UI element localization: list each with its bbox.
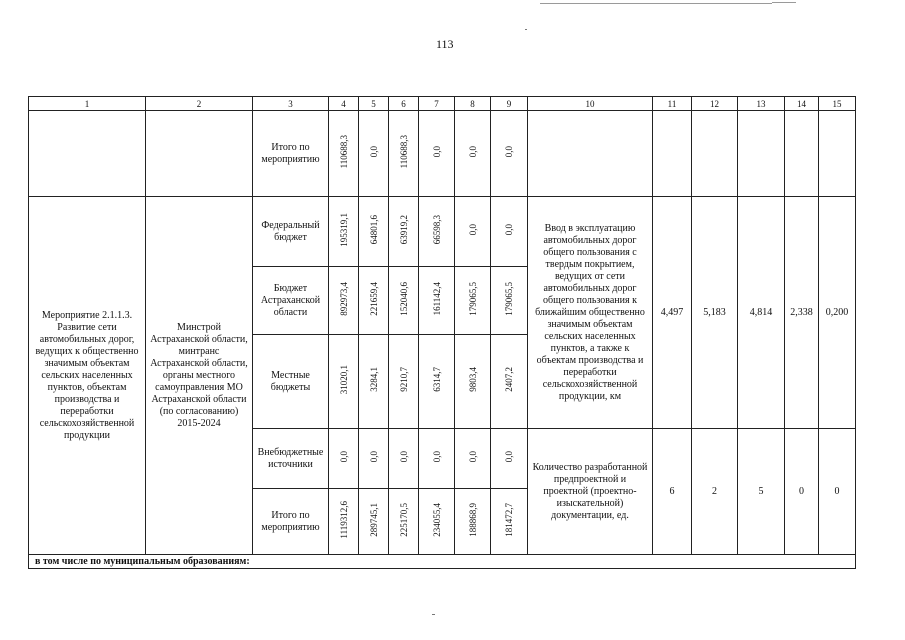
- source-label: Итого по мероприятию: [253, 111, 329, 197]
- source-label: Федеральный бюджет: [253, 197, 329, 267]
- value-cell: 1119312,6: [338, 500, 349, 539]
- measure-executor: Минстрой Астраханской области, минтранс Астраханской области, органы местного самоуправления МО Астраханской области (по согласованию) 2015-2024: [146, 197, 253, 555]
- value-cell: 234055,4: [431, 502, 442, 537]
- indicator-value: 0: [819, 429, 856, 555]
- value-cell: 0,0: [467, 450, 478, 463]
- source-label: Бюджет Астраханской области: [253, 267, 329, 335]
- scan-speck: [432, 614, 435, 615]
- indicator-text: Количество разработанной предпроектной и проектной (проектно-изыскательной) документации, ед.: [528, 429, 653, 555]
- source-label: Итого по мероприятию: [253, 489, 329, 555]
- value-cell: 0,0: [504, 223, 514, 236]
- table-row: [29, 197, 856, 267]
- value-cell: 0,0: [368, 450, 379, 463]
- top-rule-short: [772, 2, 796, 3]
- value-cell: 0,0: [431, 450, 442, 463]
- value-cell: 179065,5: [504, 281, 514, 316]
- page-number: 113: [436, 37, 454, 51]
- value-cell: 0,0: [431, 145, 442, 158]
- indicator-value: 4,497: [653, 197, 692, 429]
- value-cell: 0,0: [338, 450, 349, 463]
- col-header: 1: [29, 97, 146, 111]
- value-cell: 0,0: [368, 145, 379, 158]
- value-cell: 110688,3: [398, 134, 409, 169]
- indicator-value: 5: [738, 429, 785, 555]
- value-cell: 0,0: [504, 450, 514, 463]
- empty-cell: [528, 111, 653, 197]
- value-cell: 0,0: [504, 145, 514, 158]
- col-header: 3: [253, 97, 329, 111]
- value-cell: 289745,1: [368, 502, 379, 537]
- empty-cell: [146, 111, 253, 197]
- empty-cell: [819, 111, 856, 197]
- col-header: 4: [329, 97, 359, 111]
- table-row: [29, 555, 856, 569]
- indicator-value: 4,814: [738, 197, 785, 429]
- value-cell: 9803,4: [467, 367, 478, 392]
- col-header: 15: [819, 97, 856, 111]
- value-cell: 892973,4: [338, 281, 349, 316]
- top-rule: [540, 3, 772, 4]
- indicator-value: 0,200: [819, 197, 856, 429]
- value-cell: 3284,1: [368, 367, 379, 392]
- table-row: [29, 111, 856, 197]
- value-cell: 0,0: [467, 145, 478, 158]
- value-cell: 181472,7: [504, 502, 514, 537]
- municipal-subheading: в том числе по муниципальным образованиям:: [29, 555, 856, 569]
- value-cell: 2407,2: [504, 367, 514, 392]
- indicator-value: 5,183: [692, 197, 738, 429]
- header-row: [29, 97, 856, 111]
- value-cell: 31020,1: [338, 364, 349, 395]
- col-header: 5: [359, 97, 389, 111]
- col-header: 14: [785, 97, 819, 111]
- empty-cell: [29, 111, 146, 197]
- empty-cell: [653, 111, 692, 197]
- value-cell: 110688,3: [338, 134, 349, 169]
- value-cell: 0,0: [467, 223, 478, 236]
- indicator-value: 2,338: [785, 197, 819, 429]
- empty-cell: [692, 111, 738, 197]
- col-header: 2: [146, 97, 253, 111]
- program-table: [28, 96, 856, 569]
- indicator-value: 6: [653, 429, 692, 555]
- value-cell: 64801,6: [368, 214, 379, 245]
- source-label: Местные бюджеты: [253, 335, 329, 429]
- scan-speck: [525, 29, 527, 30]
- col-header: 10: [528, 97, 653, 111]
- value-cell: 152040,6: [398, 281, 409, 316]
- value-cell: 63919,2: [398, 214, 409, 245]
- col-header: 11: [653, 97, 692, 111]
- value-cell: 6314,7: [431, 367, 442, 392]
- value-cell: 179065,5: [467, 281, 478, 316]
- value-cell: 221659,4: [368, 281, 379, 316]
- col-header: 9: [491, 97, 528, 111]
- col-header: 7: [419, 97, 455, 111]
- empty-cell: [785, 111, 819, 197]
- value-cell: 9210,7: [398, 367, 409, 392]
- value-cell: 188868,9: [467, 502, 478, 537]
- source-label: Внебюджетные источники: [253, 429, 329, 489]
- value-cell: 161142,4: [431, 281, 442, 316]
- value-cell: 66598,3: [431, 214, 442, 245]
- col-header: 12: [692, 97, 738, 111]
- col-header: 13: [738, 97, 785, 111]
- indicator-value: 0: [785, 429, 819, 555]
- value-cell: 195319,1: [338, 212, 349, 247]
- empty-cell: [738, 111, 785, 197]
- indicator-value: 2: [692, 429, 738, 555]
- indicator-text: Ввод в эксплуатацию автомобильных дорог общего пользования с твердым покрытием, ведущих от сети автомобильных дорог общего пользования к ближайшим общественно значимым объектам сельских населенных пунктов, а также к объектам производства и переработки сельскохозяйственной продукции, км: [528, 197, 653, 429]
- col-header: 8: [455, 97, 491, 111]
- measure-name: Мероприятие 2.1.1.3. Развитие сети автомобильных дорог, ведущих к общественно значимым объектам сельских населенных пунктов, объектам производства и переработки сельскохозяйственной продукции: [29, 197, 146, 555]
- value-cell: 225170,5: [398, 502, 409, 537]
- col-header: 6: [389, 97, 419, 111]
- value-cell: 0,0: [398, 450, 409, 463]
